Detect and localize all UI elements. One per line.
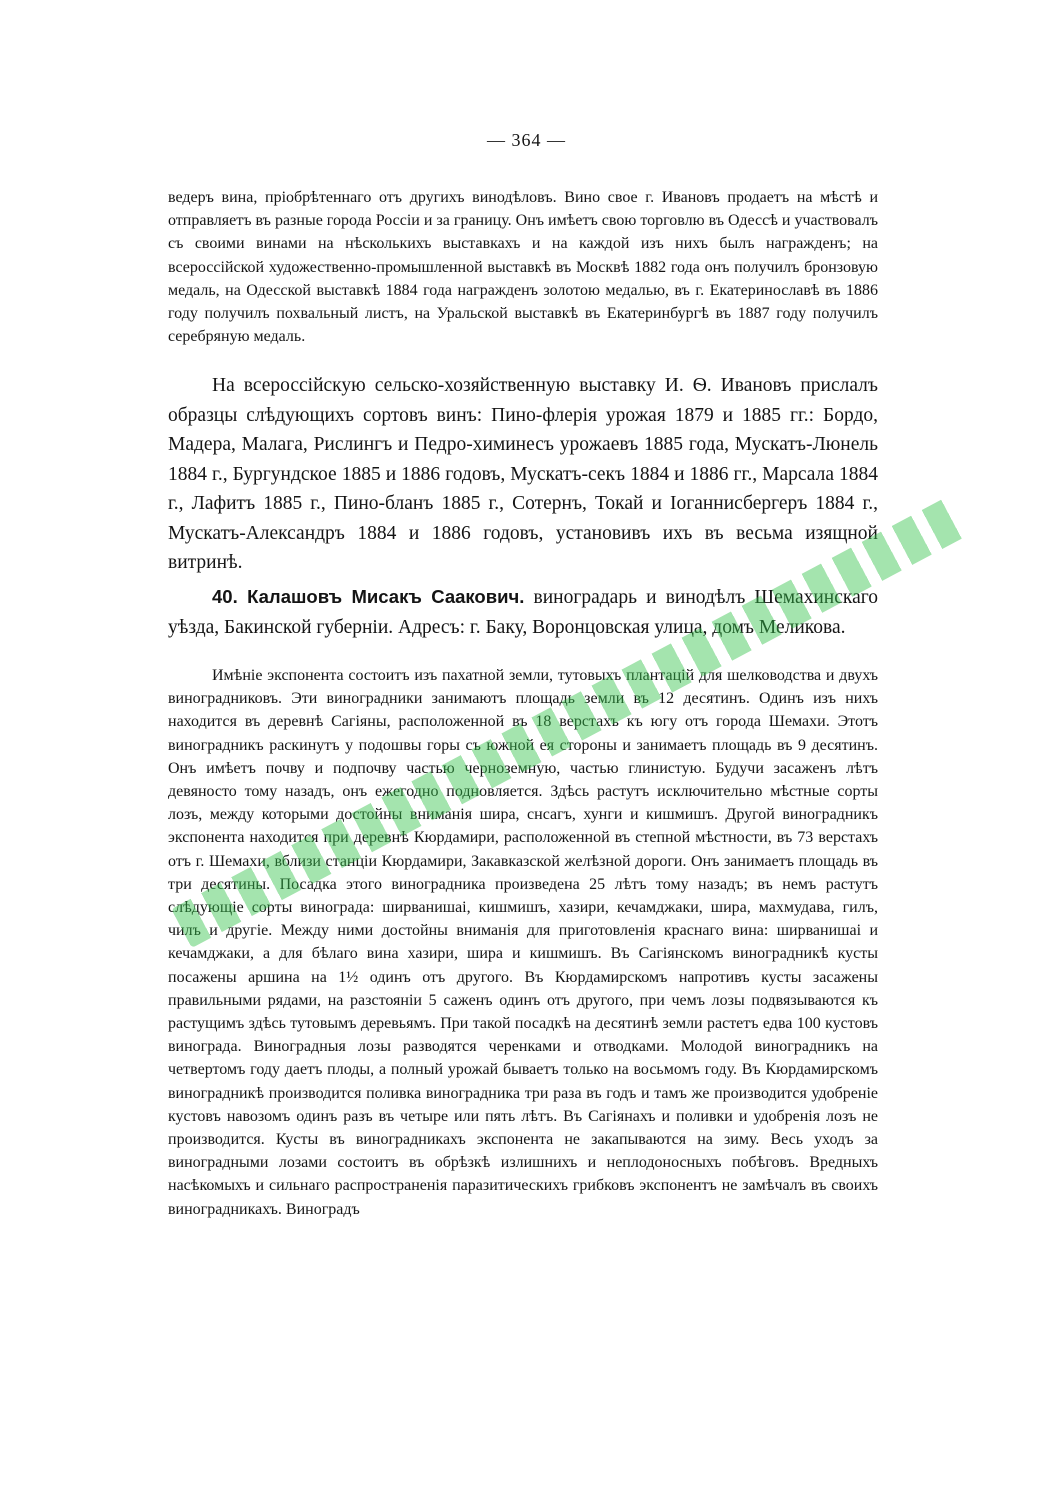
exhibitor-heading: 40. Калашовъ Мисакъ Саакович. bbox=[212, 586, 525, 607]
paragraph-continued: ведеръ вина, пріобрѣтеннаго отъ другихъ винодѣловъ. Вино свое г. Ивановъ продаетъ на мѣстѣ и отправляетъ въ разные города Россіи и за границу. Онъ имѣетъ свою торговлю въ Одессѣ и участвовалъ съ своими винами на нѣсколькихъ выставкахъ и на каждой изъ нихъ былъ награжденъ; на всероссійской художественно-промышленной выставкѣ въ Москвѣ 1882 года онъ получилъ бронзовую медаль, на Одесской выставкѣ 1884 года награжденъ золотою медалью, въ г. Екатеринославѣ въ 1886 году получилъ похвальный листъ, на Уральской выставкѣ въ Екатеринбургѣ въ 1887 году получилъ серебряную медаль. bbox=[168, 189, 878, 346]
paragraph-estate-description: Имѣніе экспонента состоитъ изъ пахатной земли, тутовыхъ плантацій для шелководства и двухъ виноградниковъ. Эти виноградники занимаютъ площадь земли въ 12 десятинъ. Одинъ изъ нихъ находится въ деревнѣ Сагіяны, расположенной въ 18 верстахъ къ югу отъ города Шемахи. Этотъ виноградникъ раскинутъ у подошвы горы съ южной ея стороны и занимаетъ площадь въ 9 десятинъ. Онъ имѣетъ почву и подпочву частью черноземную, частью глинистую. Будучи засаженъ лѣтъ девяносто тому назадъ, онъ ежегодно подновляется. Здѣсь растутъ исключительно мѣстные сорты лозъ, между которыми достойны вниманія шира, снсагъ, хунги и кишмишъ. Другой виноградникъ экспонента находится при деревнѣ Кюрдамири, расположенной въ степной мѣстности, въ 73 верстахъ отъ г. Шемахи, вблизи станціи Кюрдамири, Закавказской желѣзной дороги. Онъ занимаетъ площадь въ три десятины. Посадка этого виноградника произведена 25 лѣтъ тому назадъ; въ немъ растутъ слѣдующіе сорты винограда: ширванишаі, кишмишъ, хазири, кечамджаки, шира, махмудава, гилъ, чилъ и другіе. Между ними достойны вниманія для приготовленія краснаго вина: ширванишаі и кечамджаки, а для бѣлаго вина хазири, шира и кишмишъ. Въ Сагіянскомъ виноградникѣ кусты посажены аршина на 1½ одинъ отъ другого. Въ Кюрдамирскомъ напротивъ кусты засажены правильными рядами, на разстояніи 5 саженъ одинъ отъ другого, при чемъ лозы подвязываются къ растущимъ здѣсь тутовымъ деревьямъ. При такой посадкѣ на десятинѣ земли растетъ едва 100 кустовъ винограда. Виноградныя лозы разводятся черенками и отводками. Молодой виноградникъ на четвертомъ году даетъ плоды, а полный урожай бываетъ только на восьмомъ году. Въ Кюрдамирскомъ виноградникѣ производится поливка виноградника три раза въ годъ и тамъ же производится удобреніе кустовъ навозомъ одинъ разъ въ четыре или пять лѣтъ. Въ Сагіянахъ и поливки и удобренія лозъ не производится. Кусты въ виноградникахъ экспонента не закапываются на зиму. Весь уходъ за виноградными лозами состоитъ въ обрѣзкѣ излишнихъ и неплодоносныхъ побѣговъ. Вредныхъ насѣкомыхъ и сильнаго распространенія паразитическихъ грибковъ экспонентъ не замѣчалъ въ своихъ виноградникахъ. Виноградъ bbox=[168, 667, 878, 1218]
page-number: — 364 — bbox=[487, 130, 566, 150]
paragraph-exhibit-wines: На всероссійскую сельско-хозяйственную выставку И. Ѳ. Ивановъ прислалъ образцы слѣдующихъ сортовъ винъ: Пино-флерія урожая 1879 и 1885 гг.: Бордо, Мадера, Малага, Рислингъ и Педро-химинесъ урожаевъ 1885 года, Мускатъ-Люнель 1884 г., Бургундское 1885 и 1886 годовъ, Мускатъ-секъ 1884 и 1886 гг., Марсала 1884 г., Лафитъ 1885 г., Пино-бланъ 1885 г., Сотернъ, Токай и Іоганнисбергеръ 1884 г., Мускатъ-Александръ 1884 и 1886 годовъ, установивъ ихъ въ весьма изящной витринѣ. bbox=[168, 375, 878, 573]
exhibitor-entry bbox=[168, 582, 878, 642]
exhibitor-address: виноградарь и винодѣлъ Шемахинскаго уѣзда, Бакинской губерніи. Адресъ: г. Баку, Воронцовская улица, домъ Меликова. bbox=[168, 587, 878, 638]
